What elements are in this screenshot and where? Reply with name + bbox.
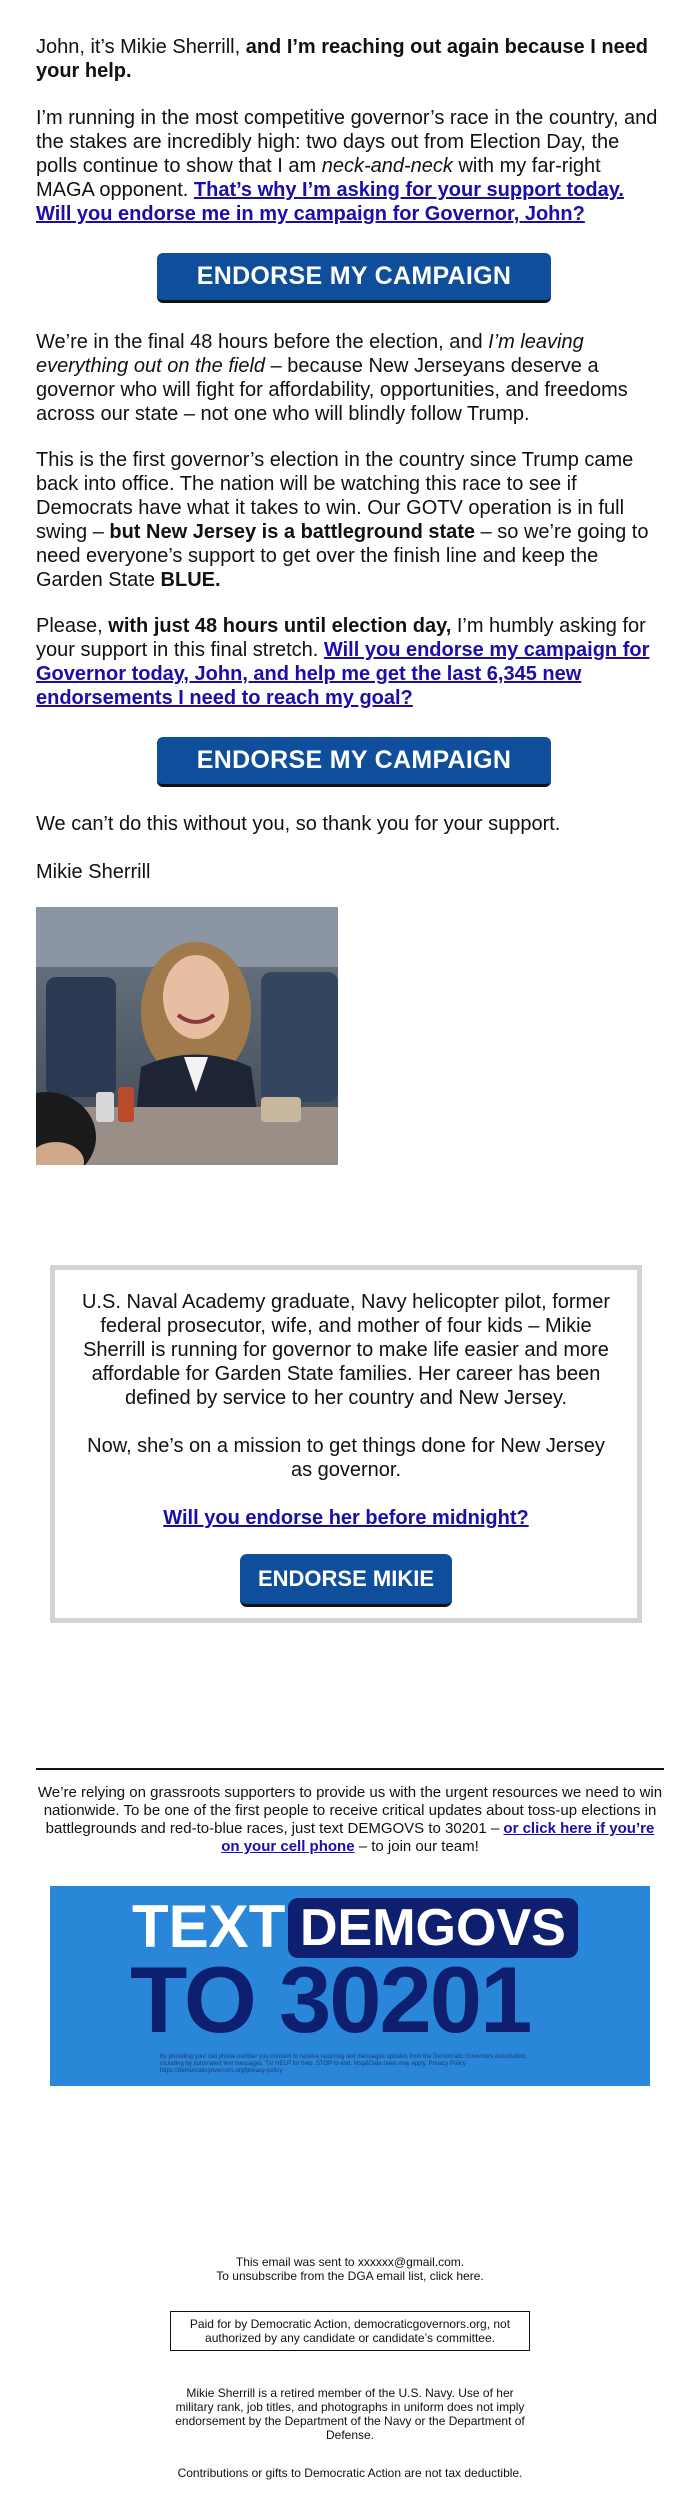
race-italic: neck-and-neck (321, 155, 453, 177)
ask-bold: with just 48 hours until election day, (108, 615, 452, 637)
bio-text: U.S. Naval Academy graduate, Navy helicopter pilot, former federal prosecutor, wife, and mother of four kids – Mikie Sherrill is running for governor to make life easier and more affordable for Garden State families. Her career has been defined by service to her country and New Jersey. (81, 1291, 611, 1409)
sms-text-2: – to join our team! (354, 1838, 479, 1855)
final-hours-italic: I’m leaving everything out on the field (36, 331, 584, 377)
text-demgovs-banner[interactable] (50, 1886, 650, 2086)
ask-text: Please, (36, 615, 109, 637)
final-hours-paragraph (36, 330, 664, 426)
navy-disclaimer: Mikie Sherrill is a retired member of the U.S. Navy. Use of her military rank, job titles, and photographs in uniform does not imply endorsement by the Department of the Navy or the Department of Defense. (175, 2386, 525, 2442)
bio-box (50, 1265, 642, 1623)
sms-paragraph (36, 1784, 664, 1856)
mission-text: Now, she’s on a mission to get things done for New Jersey as governor. (87, 1435, 605, 1481)
intro-text: John, it’s Mikie Sherrill, (36, 36, 246, 58)
intro-bold: and I’m reaching out again because I need your help. (36, 36, 649, 82)
banner-keyword: DEMGOVS (288, 1898, 578, 1958)
paid-for-box: Paid for by Democratic Action, democraticgovernors.org, not authorized by any candidate or candidate’s committee. (170, 2311, 530, 2351)
battleground-text: This is the first governor’s election in the country since Trump came back into office. The nation will be watching this race to see if Democrats have what it takes to win. Our GOTV operation is in full swing – (36, 449, 634, 543)
candidate-photo (36, 907, 338, 1165)
endorse-link-1[interactable]: That’s why I’m asking for your support today. Will you endorse me in my campaign for Governor, John? (36, 179, 624, 225)
bio-link-wrap (76, 1506, 616, 1530)
banner-shortcode: TO 30201 (130, 1947, 531, 2052)
endorse-campaign-button-1[interactable]: ENDORSE MY CAMPAIGN (157, 253, 551, 303)
signature: Mikie Sherrill (36, 861, 151, 883)
battleground-paragraph (36, 448, 664, 592)
endorse-link-2[interactable]: Will you endorse my campaign for Governor today, John, and help me get the last 6,345 new endorsements I need to reach my goal? (36, 639, 650, 709)
cell-phone-link[interactable]: or click here if you’re on your cell phone (221, 1820, 655, 1855)
tax-disclaimer: Contributions or gifts to Democratic Action are not tax deductible. (177, 2466, 523, 2480)
endorse-campaign-button-2[interactable]: ENDORSE MY CAMPAIGN (157, 737, 551, 787)
endorse-mikie-wrap (55, 1554, 637, 1607)
intro-paragraph (36, 35, 664, 83)
endorse-midnight-link[interactable]: Will you endorse her before midnight? (163, 1507, 529, 1529)
unsubscribe-link[interactable]: To unsubscribe from the DGA email list, click here. (216, 2269, 484, 2283)
sent-to-text: This email was sent to xxxxxx@gmail.com. (235, 2255, 465, 2269)
race-paragraph (36, 106, 664, 226)
blue-bold: BLUE. (160, 569, 221, 591)
banner-fine-print: By providing your cell phone number you consent to receive recurring text messages updates from the Democratic Governors Association, including by automated text messages. Txt HELP for help. STOP to end. Msg&Data rates may apply. Privacy Policy https://democraticgovernors.org/privacy-policy (160, 2054, 527, 2074)
final-hours-text-2: – because New Jerseyans deserve a governor who will fight for affordability, opportunities, and freedoms across our state – not one who will blindly follow Trump. (36, 355, 628, 425)
banner-text-word: TEXT (132, 1893, 286, 1960)
endorse-mikie-button[interactable]: ENDORSE MIKIE (240, 1554, 452, 1607)
ask-text-2: I’m humbly asking for your support in this final stretch. (36, 615, 646, 661)
battleground-text-2: – so we’re going to need everyone’s support to get over the finish line and keep the Garden State (36, 521, 649, 591)
battleground-bold: but New Jersey is a battleground state (109, 521, 476, 543)
ask-paragraph (36, 614, 664, 710)
race-text: I’m running in the most competitive governor’s race in the country, and the stakes are incredibly high: two days out from Election Day, the polls continue to show that I am (36, 107, 658, 177)
race-text-2: with my far-right MAGA opponent. (36, 155, 601, 201)
thanks-paragraph: We can’t do this without you, so thank you for your support. (36, 813, 561, 835)
final-hours-text: We’re in the final 48 hours before the election, and (36, 331, 489, 353)
divider (36, 1768, 664, 1770)
sms-text: We’re relying on grassroots supporters to provide us with the urgent resources we need to win nationwide. To be one of the first people to receive critical updates about toss-up elections in battlegrounds and red-to-blue races, just text DEMGOVS to 30201 – (37, 1784, 663, 1837)
